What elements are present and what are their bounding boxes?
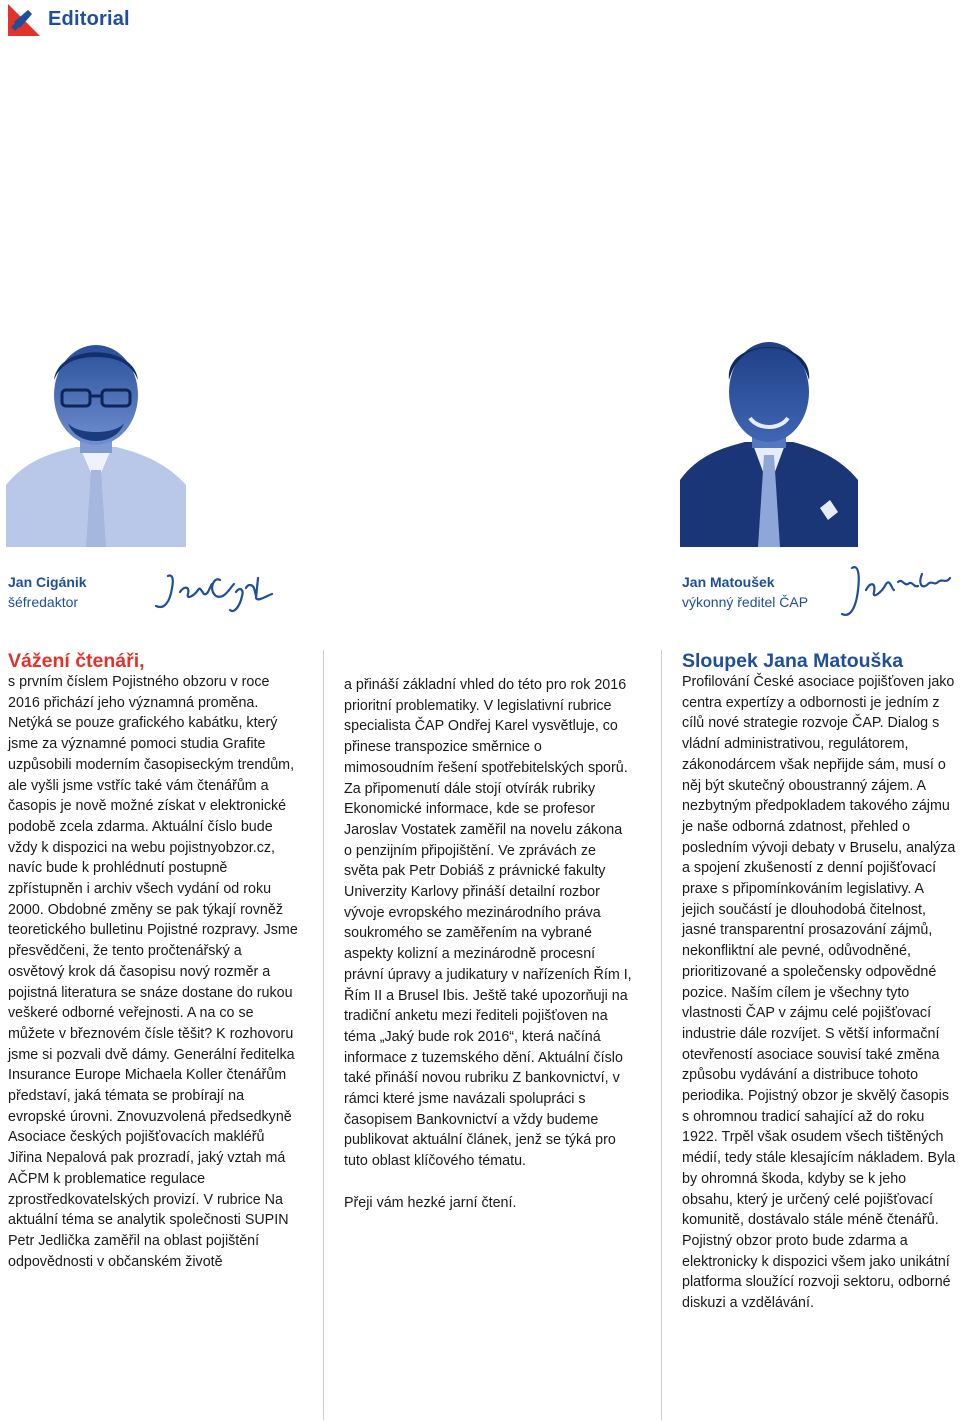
- column-text: Profilování České asociace pojišťoven jako centra expertízy a odbornosti je jedním z cílů nové strategie rozvoje ČAP. Dialog s vládní administrativou, regulátorem, zákonodárcem však nepřijde sám, musí o něj být skutečný oboustranný zájem. A nezbytným předpokladem takového zájmu je naše odborná zdatnost, přehled o posledním vývoji debaty v Bruselu, analýza a spojení zkušeností z denní pojišťovací praxe s připomínkováním legislativy. A jejich součástí je dlouhodobá čitelnost, jasné transparentní prosazování zájmů, nekonfliktní ale pevné, odůvodněné, prioritizované a společensky odpovědné pozice. Naším cílem je všechny tyto vlastnosti ČAP v zájmu celé pojišťovací industrie dále rozvíjet. S větší informační otevřeností asociace souvisí také změna způsobu vydávání a distribuce tohoto periodika. Pojistný obzor je skvělý časopis s ohromnou tradicí sahající až do roku 1922. Trpěl však osudem všech tištěných médií, tedy stále klesajícím nákladem. Byla by ohromná škoda, kdyby se k jeho obsahu, který je určený celé pojišťovací komunitě, dostávalo stále méně čtenářů. Pojistný obzor proto bude zdarma a elektronicky k dispozici všem jako unikátní platforma sloužící rozvoji sektoru, odborné diskuzi a vzdělávání.: [682, 674, 956, 1312]
- column-divider-left: [323, 650, 324, 1420]
- section-title: Editorial: [48, 7, 130, 30]
- author-left-role: šéfredaktor: [8, 594, 79, 610]
- column-divider-right: [661, 650, 662, 1420]
- editorial-column-2: [344, 675, 634, 1213]
- editorial-text-1: s prvním číslem Pojistného obzoru v roce 2016 přichází jeho významná proměna. Netýká se pouze grafického kabátku, který jsme za významné pomoci studia Grafite uzpůsobili moderním časopiseckým trendům, ale vyšli jsme vstříc také vám čtenářům a časopis je nově možné získat v elektronické podobě zcela zdarma. Aktuální číslo bude vždy k dispozici na webu pojistnyobzor.cz, navíc bude k prohlédnutí postupně zpřístupněn i archiv všech vydání od roku 2000. Obdobné změny se pak týkají rovněž teoretického bulletinu Pojistné rozpravy. Jsme přesvědčeni, že tento pročtenářský a osvětový krok dá časopisu nový rozměr a pojistná literatura se snáze dostane do rukou veškeré odborné veřejnosti. A na co se můžete v březnovém čísle těšit? K rozhovoru jsme si pozvali dvě dámy. Generální ředitelka Insurance Europe Michaela Koller čtenářům představí, jaká témata se probírají na evropské úrovni. Znovuzvolená předsedkyně Asociace českých pojišťovacích makléřů Jiřina Nepalová pak prozradí, jaký vztah má AČPM k problematice regulace zprostředkovatelských provizí. V rubrice Na aktuální téma se analytik společnosti SUPIN Petr Jedlička zaměřil na oblast pojištění odpovědnosti v občanském životě: [8, 674, 298, 1270]
- author-left-name: Jan Cigánik: [8, 574, 87, 590]
- signature-right: [838, 560, 956, 624]
- portrait-right: [680, 330, 858, 547]
- author-right-name: Jan Matoušek: [682, 574, 775, 590]
- author-right: [682, 572, 808, 612]
- column-heading: Sloupek Jana Matouška: [682, 650, 904, 672]
- author-right-role: výkonný ředitel ČAP: [682, 594, 809, 610]
- editorial-text-2: a přináší základní vhled do této pro rok 2016 prioritní problematiky. V legislativní rubrice specialista ČAP Ondřej Karel vysvětluje, co přinese transpozice směrnice o mimosoudním řešení spotřebitelských sporů. Za připomenutí dále stojí otvírák rubriky Ekonomické informace, kde se profesor Jaroslav Vostatek zaměřil na novelu zákona o penzijním připojištění. Ve zprávách ze světa pak Petr Dobiáš z právnické fakulty Univerzity Karlovy přináší detailní rozbor vývoje evropského mezinárodního práva soukromého se zaměřením na vybrané aspekty kolizní a mezinárodně procesní právní úpravy a judikatury v nařízeních Řím I, Řím II a Brusel Ibis. Ještě také upozorňuji na tradiční anketu mezi řediteli pojišťoven na téma „Jaký bude rok 2016“, která načíná informace z tuzemského dění. Aktuální číslo také přináší novou rubriku Z bankovnictví, v rámci které jsme navázali spolupráci s časopisem Bankovnictví a vždy budeme publikovat aktuální článek, jenž se týká pro tuto oblast klíčového tématu.: [344, 677, 632, 1170]
- red-corner-megaphone-icon: [6, 2, 40, 36]
- column-matousek: [682, 650, 958, 1314]
- signature-left: [150, 566, 280, 618]
- portrait-left: [6, 335, 186, 547]
- editorial-greeting: Vážení čtenáři,: [8, 650, 145, 672]
- page-header: [6, 2, 130, 36]
- editorial-closing: Přeji vám hezké jarní čtení.: [344, 1194, 517, 1211]
- author-left: [8, 572, 87, 612]
- editorial-column-1: [8, 650, 298, 1272]
